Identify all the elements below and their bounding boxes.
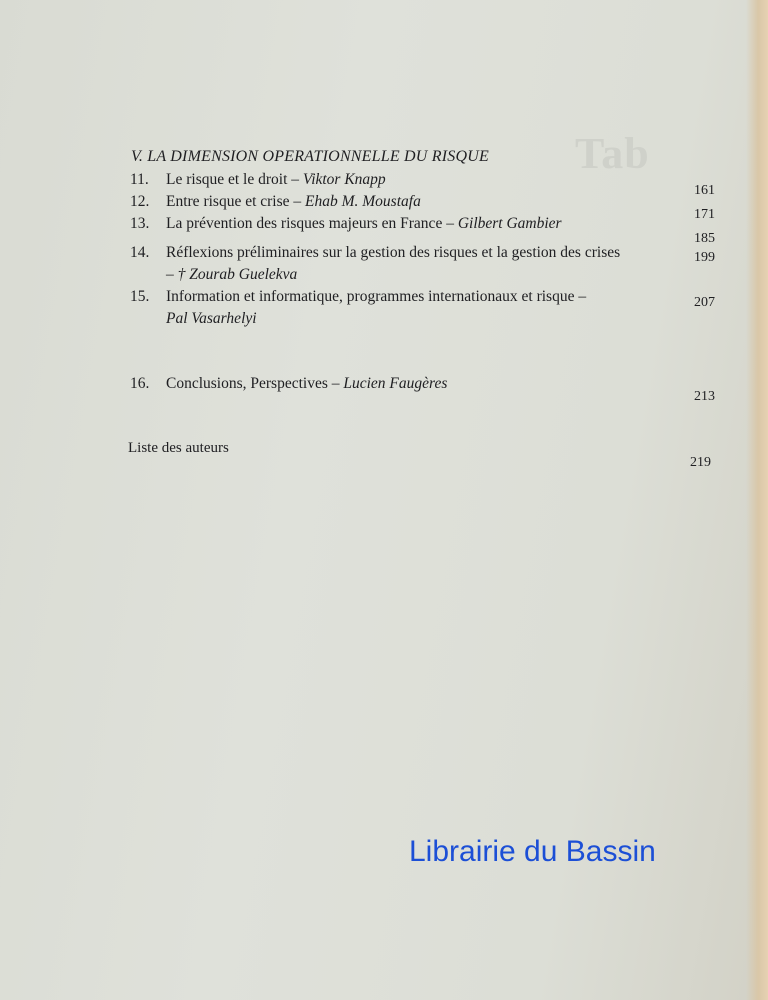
bleed-through-heading: Tab (575, 129, 650, 178)
list-of-authors-label: Liste des auteurs (128, 440, 229, 456)
entry-separator: – (331, 375, 340, 392)
entry-title: Entre risque et crise (166, 193, 290, 210)
entry-page: 171 (694, 207, 715, 222)
entry-title: Réflexions préliminaires sur la gestion des risques et la gestion des crises (166, 244, 621, 261)
entry-number: 16. (130, 375, 150, 392)
section-title: V. LA DIMENSION OPERATIONNELLE DU RISQUE (131, 148, 489, 165)
entry-author: Lucien Faugères (343, 375, 448, 392)
entry-author: Ehab M. Moustafa (305, 193, 421, 210)
entry-title: Le risque et le droit (166, 171, 288, 188)
entry-author: Viktor Knapp (302, 171, 386, 188)
entry-number: 12. (130, 193, 150, 210)
entry-number: 13. (130, 215, 150, 232)
entry-separator: – (446, 215, 454, 232)
bookseller-watermark: Librairie du Bassin (409, 835, 656, 868)
entry-page: 199 (694, 250, 715, 265)
entry-title: Information et informatique, programmes internationaux et risque (166, 288, 575, 305)
entry-title: Conclusions, Perspectives (166, 375, 328, 392)
entry-page: 161 (694, 183, 715, 198)
entry-author: Gilbert Gambier (457, 215, 562, 232)
entry-separator: – (578, 288, 587, 305)
entry-number: 11. (130, 171, 149, 188)
entry-author: Pal Vasarhelyi (166, 310, 257, 327)
entry-author: † Zourab Guelekva (177, 266, 298, 283)
entry-number: 14. (130, 244, 150, 261)
entry-page: 213 (694, 389, 715, 404)
entry-page: 185 (694, 231, 715, 246)
entry-page: 207 (694, 295, 715, 310)
entry-title: La prévention des risques majeurs en France (166, 215, 443, 232)
list-of-authors-page: 219 (690, 455, 711, 470)
entry-number: 15. (130, 288, 150, 305)
entry-separator: – (293, 193, 302, 210)
entry-separator: – (166, 266, 174, 283)
entry-separator: – (291, 171, 299, 188)
